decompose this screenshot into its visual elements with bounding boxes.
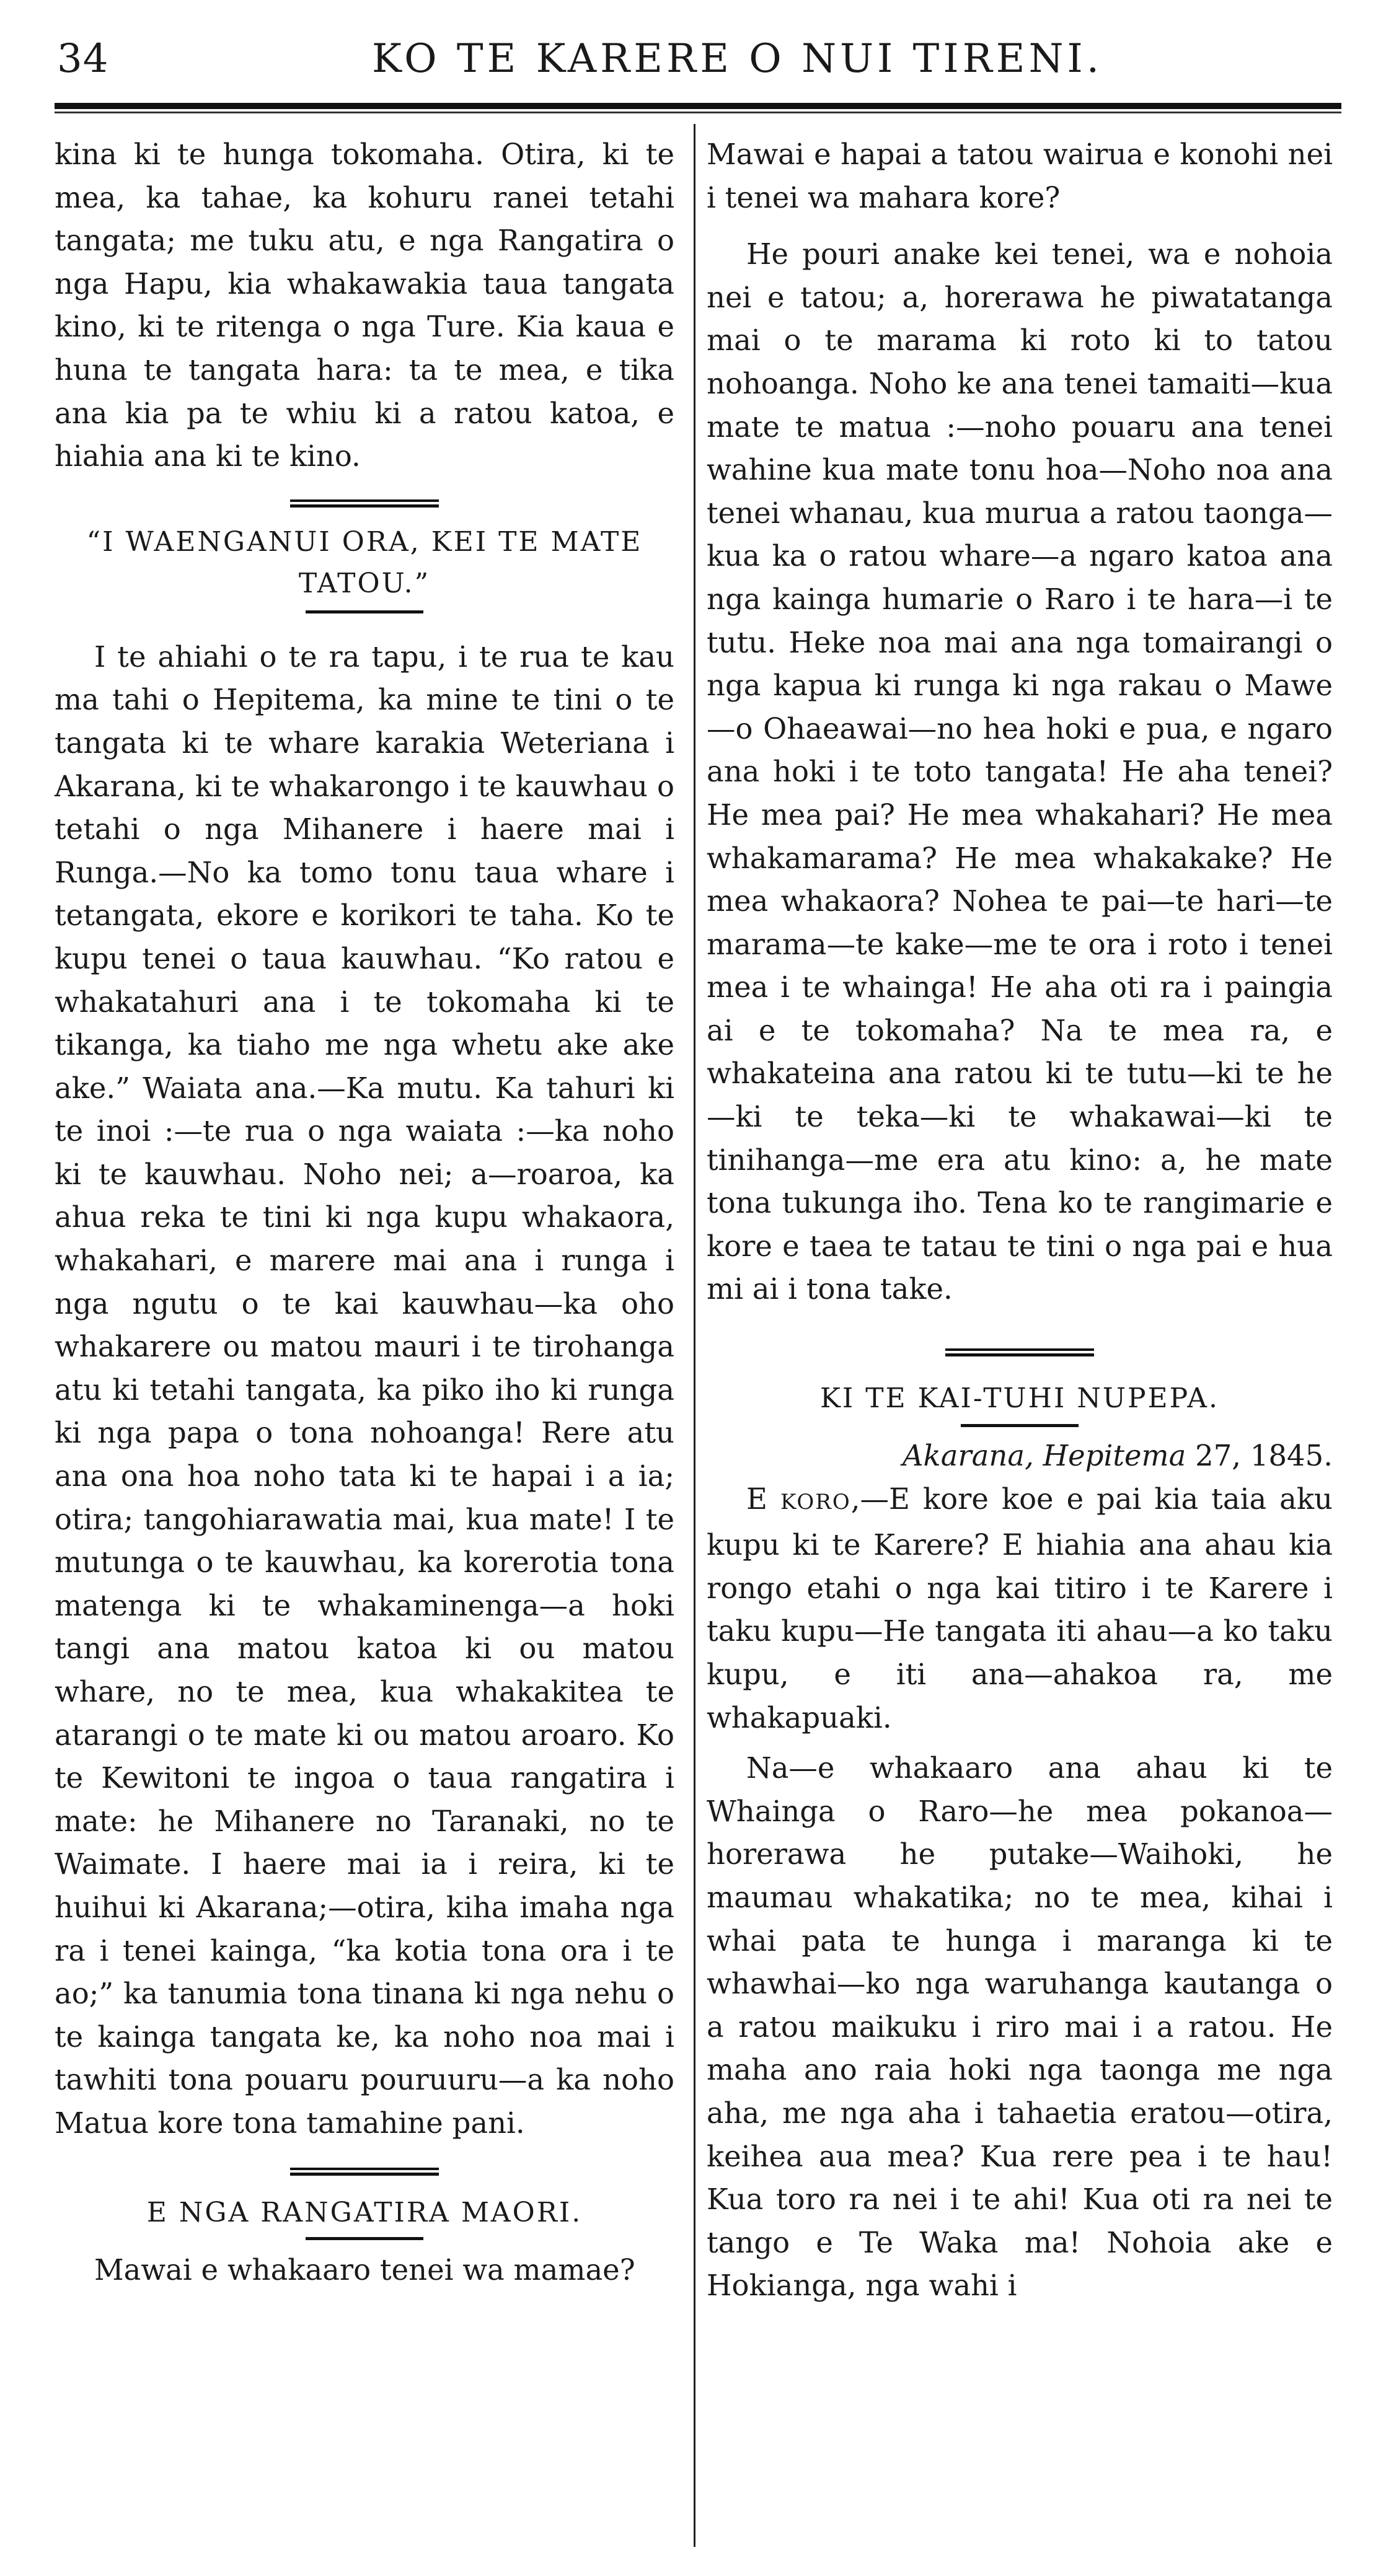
column-divider	[694, 124, 695, 2547]
left-column	[55, 133, 674, 2292]
left-paragraph-3: Mawai e whakaaro tenei wa mamae?	[94, 2253, 635, 2287]
running-title: KO TE KARERE O NUI TIRENI.	[372, 36, 1103, 82]
section-heading-1: “I WAENGANUI ORA, KEI TE MATE TATOU.”	[86, 525, 643, 599]
dateline: Akarana, Hepitema 27, 1845.	[902, 1439, 1333, 1473]
salutation-lead: E	[746, 1482, 780, 1516]
dateline-place: Akarana	[902, 1439, 1025, 1473]
dateline-month: Hepitema	[1043, 1439, 1186, 1473]
header-rule-thin	[55, 112, 1341, 113]
section-rule	[290, 499, 439, 508]
header-rule	[55, 103, 1341, 109]
salutation-smallcaps: KORO	[780, 1489, 851, 1514]
left-paragraph-1: kina ki te hunga tokomaha. Otira, ki te mea, ka tahae, ka kohuru ranei tetahi tangata; me tuku atu, e nga Rangatira o nga Hapu, kia whakawakia taua tangata kino, ki te ritenga o nga Ture. Kia kaua e huna te tangata hara: ta te mea, e tika ana kia pa te whiu ki a ratou katoa, e hiahia ana ki te kino.	[55, 138, 674, 473]
dateline-day-year: 27, 1845.	[1186, 1439, 1333, 1473]
page-number: 34	[57, 36, 109, 82]
page-header	[0, 25, 1386, 93]
right-paragraph-3-text: ,—E kore koe e pai kia taia aku kupu ki te Karere? E hiahia ana ahau kia rongo etahi o nga kai titiro i te Karere i taku kupu—He tangata iti ahau—a ko taku kupu, e iti ana—ahakoa ra, me whakapuaki.	[707, 1482, 1333, 1734]
right-paragraph-1: Mawai e hapai a tatou wairua e konohi nei i tenei wa mahara kore?	[707, 138, 1333, 214]
right-column	[707, 133, 1333, 2308]
right-paragraph-3	[707, 1478, 1333, 1740]
right-paragraph-4: Na—e whakaaro ana ahau ki te Whainga o Raro—he mea pokanoa—horerawa he putake—Waihoki, he maumau whakatika; no te mea, kihai i whai pata te hunga i maranga ki te whawhai—ko nga waruhanga kautanga o a ratou maikuku i riro mai i a ratou. He maha ano raia hoki nga taonga me nga aha, me nga aha i tahaetia eratou—otira, keihea aua mea? Kua rere pea i te hau! Kua toro ra nei i te ahi! Kua oti ra nei te tango e Te Waka ma! Nohoia ake e Hokianga, nga wahi i	[707, 1751, 1333, 2303]
section-heading-2: E NGA RANGATIRA MAORI.	[146, 2196, 583, 2228]
section-rule-3	[945, 1348, 1094, 1356]
section-heading-3: KI TE KAI-TUHI NUPEPA.	[819, 1383, 1220, 1415]
left-paragraph-2: I te ahiahi o te ra tapu, i te rua te kau ma tahi o Hepitema, ka mine te tini o te tangata ki te whare karakia Weteriana i Akarana, ki te whakarongo i te kauwhau o tetahi o nga Mihanere i haere mai i Runga.—No ka tomo tonu taua whare i tetangata, ekore e korikori te taha. Ko te kupu tenei o taua kauwhau. “Ko ratou e whakatahuri ana i te tokomaha ki te tikanga, ka tiaho me nga whetu ake ake ake.” Waiata ana.—Ka mutu. Ka tahuri ki te inoi :—te rua o nga waiata :—ka noho ki te kauwhau. Noho nei; a—roaroa, ka ahua reka te tini ki nga kupu whakaora, whakahari, e marere mai ana i runga i nga ngutu o te kai kauwhau—ka oho whakarere ou matou mauri i te tirohanga atu ki tetahi tangata, ka piko iho ki runga ki nga papa o tona nohoanga! Rere atu ana ona hoa noho tata ki te hapai i a ia; otira; tangohiarawatia mai, kua mate! I te mutunga o te kauwhau, ka korerotia tona matenga ki te whakaminenga—a hoki tangi ana matou katoa ki ou matou whare, no te mea, kua whakakitea te atarangi o te mate ki ou matou aroaro. Ko te Kewitoni te ingoa o taua rangatira i mate: he Mihanere no Taranaki, no te Waimate. I haere mai ia i reira, ki te huihui ki Akarana;—otira, kiha imaha nga ra i tenei kainga, “ka kotia tona ora i te ao;” ka tanumia tona tinana ki nga nehu o te kainga tangata ke, ka noho noa mai i tawhiti tona pouaru pouruuru—a ka noho Matua kore tona tamahine pani.	[55, 640, 674, 2140]
right-paragraph-2: He pouri anake kei tenei, wa e nohoia nei e tatou; a, horerawa he piwatatanga mai o te marama ki roto ki to tatou nohoanga. Noho ke ana tenei tamaiti—kua mate te matua :—noho pouaru ana tenei wahine kua mate tonu hoa—Noho noa ana tenei whanau, kua murua a ratou taonga—kua ka o ratou whare—a ngaro katoa ana nga kainga humarie o Raro i te hara—i te tutu. Heke noa mai ana nga tomairangi o nga kapua ki runga ki nga rakau o Mawe—o Ohaeawai—no hea hoki e pua, e ngaro ana hoki i te toto tangata! He aha tenei? He mea pai? He mea whakahari? He mea whakamarama? He mea whakakake? He mea whakaora? Nohea te pai—te hari—te marama—te kake—me te ora i roto i tenei mea i te whainga! He aha oti ra i paingia ai e te tokomaha? Na te mea ra, e whakateina ana ratou ki te tutu—ki te he—ki te teka—ki te whakawai—ki te tinihanga—me era atu kino: a, he mate tona tukunga iho. Tena ko te rangimarie e kore e taea te tatau te tini o nga pai e hua mi ai i tona take.	[707, 237, 1333, 1306]
section-rule-2	[290, 2168, 439, 2176]
